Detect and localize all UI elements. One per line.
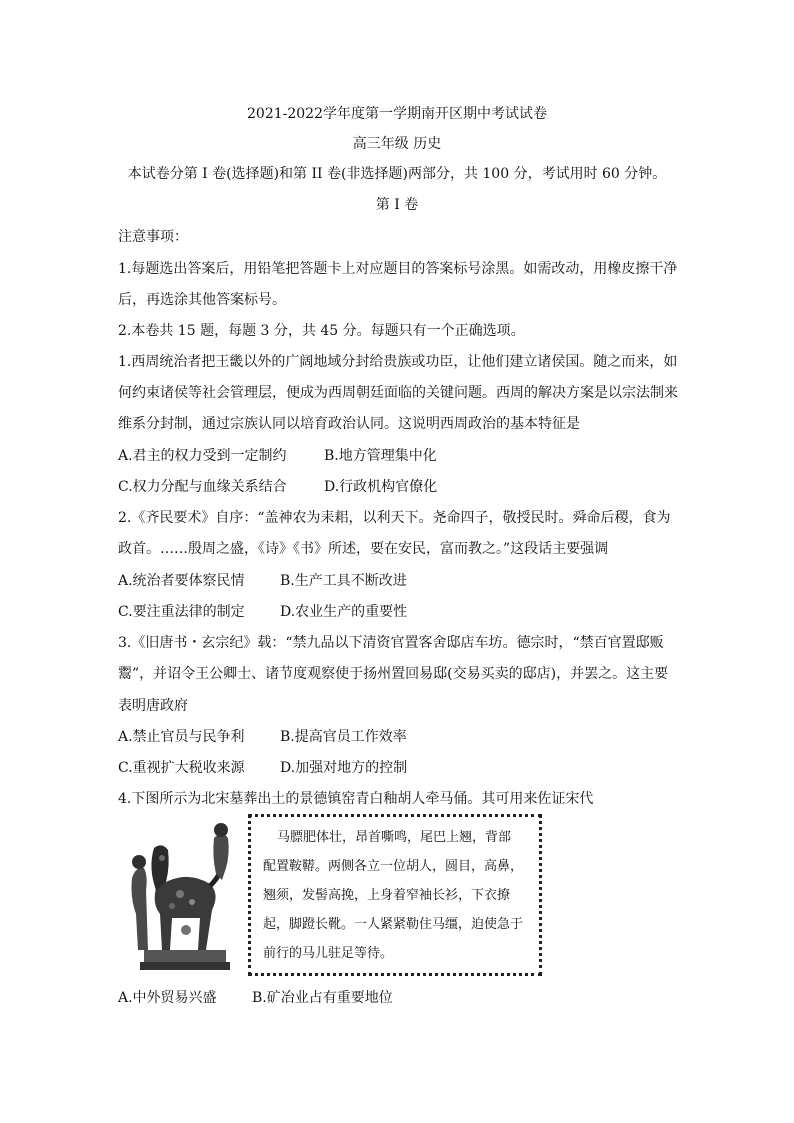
question-3-line-1: 3.《旧唐书・玄宗纪》载：“禁九品以下清资官置客舍邸店车坊。德宗时，“禁百官置邸贩 xyxy=(118,635,664,651)
question-3-line-2: 鬻”，并诏令王公卿士、诸节度观察使于扬州置回易邸(交易买卖的邸店)，并罢之。这主要 xyxy=(118,666,669,682)
question-3-option-d: D.加强对地方的控制 xyxy=(280,760,408,776)
question-2-option-a: A.统治者要体察民情 xyxy=(118,573,245,589)
question-1-option-d: D.行政机构官僚化 xyxy=(324,479,438,495)
figure-description-line-5: 前行的马儿驻足等待。 xyxy=(263,946,394,961)
notes-item-2: 2.本卷共 15 题，每题 3 分，共 45 分。每题只有一个正确选项。 xyxy=(118,323,525,339)
notes-item-1-line-2: 后，再选涂其他答案标号。 xyxy=(118,292,286,308)
question-4-option-a: A.中外贸易兴盛 xyxy=(118,990,217,1006)
question-1-line-3: 维系分封制，通过宗族认同以培育政治认同。这说明西周政治的基本特征是 xyxy=(118,416,580,432)
question-1-line-1: 1.西周统治者把王畿以外的广阔地域分封给贵族或功臣，让他们建立诸侯国。随之而来，如 xyxy=(118,354,678,370)
question-3-option-c: C.重视扩大税收来源 xyxy=(118,760,245,776)
question-4-option-b: B.矿冶业占有重要地位 xyxy=(252,990,393,1006)
figure-description-line-3: 翘须，发髻高挽，上身着窄袖长衫，下衣撩 xyxy=(263,888,511,903)
section-label: 第 I 卷 xyxy=(375,197,419,213)
notes-heading: 注意事项： xyxy=(118,229,188,245)
figure-description-line-4: 起，脚蹬长靴。一人紧紧勒住马缰，迫使急于 xyxy=(263,917,524,932)
exam-intro: 本试卷分第 I 卷(选择题)和第 II 卷(非选择题)两部分，共 100 分，考试用时 60 分钟。 xyxy=(127,166,667,182)
question-2-option-c: C.要注重法律的制定 xyxy=(118,604,245,620)
porcelain-horse-figurine-photo xyxy=(126,818,238,976)
question-2-line-2: 政首。……殷周之盛，《诗》《书》所述，要在安民，富而教之。”这段话主要强调 xyxy=(118,541,609,557)
question-1-option-a: A.君主的权力受到一定制约 xyxy=(118,448,287,464)
grade-subject: 高三年级 历史 xyxy=(352,136,442,152)
question-2-option-b: B.生产工具不断改进 xyxy=(280,573,407,589)
question-3-option-a: A.禁止官员与民争利 xyxy=(118,729,245,745)
question-4-line-1: 4.下图所示为北宋墓葬出土的景德镇窑青白釉胡人牵马俑。其可用来佐证宋代 xyxy=(118,791,594,807)
question-1-option-b: B.地方管理集中化 xyxy=(324,448,437,464)
question-3-option-b: B.提高官员工作效率 xyxy=(280,729,407,745)
figure-description-line-1: 马膘肥体壮，昂首嘶鸣，尾巴上翘，背部 xyxy=(277,830,512,845)
question-2-option-d: D.农业生产的重要性 xyxy=(280,604,408,620)
exam-title: 2021-2022学年度第一学期南开区期中考试试卷 xyxy=(247,106,547,122)
figure-description-line-2: 配置鞍鞯。两侧各立一位胡人，圆目，高鼻， xyxy=(263,859,524,874)
figure-description-box xyxy=(248,814,542,976)
notes-item-1-line-1: 1.每题选出答案后，用铅笔把答题卡上对应题目的答案标号涂黑。如需改动，用橡皮擦干净 xyxy=(118,261,678,277)
question-1-line-2: 何约束诸侯等社会管理层，便成为西周朝廷面临的关键问题。西周的解决方案是以宗法制来 xyxy=(118,385,678,401)
question-2-line-1: 2.《齐民要术》自序：“盖神农为耒耜，以利天下。尧命四子，敬授民时。舜命后稷，食为 xyxy=(118,510,671,526)
question-3-line-3: 表明唐政府 xyxy=(118,698,188,714)
question-1-option-c: C.权力分配与血缘关系结合 xyxy=(118,479,287,495)
